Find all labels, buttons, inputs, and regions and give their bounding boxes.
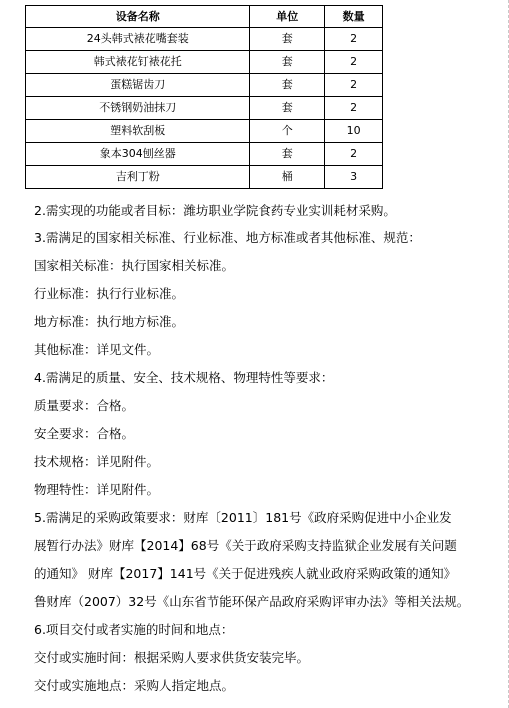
para-other-standard: 其他标准：详见文件。 xyxy=(34,342,160,357)
cell-unit: 套 xyxy=(250,97,325,120)
para-national-standard: 国家相关标准：执行国家相关标准。 xyxy=(34,258,235,273)
cell-qty: 2 xyxy=(325,74,383,97)
cell-unit: 个 xyxy=(250,120,325,143)
cell-name: 吉利丁粉 xyxy=(26,166,250,189)
para-policy-line1: 5.需满足的采购政策要求：财库〔2011〕181号《政府采购促进中小企业发 xyxy=(34,510,452,525)
header-unit: 单位 xyxy=(250,6,325,28)
para-industry-standard: 行业标准：执行行业标准。 xyxy=(34,286,185,301)
para-standards-heading: 3.需满足的国家相关标准、行业标准、地方标准或者其他标准、规范： xyxy=(34,230,421,245)
cell-qty: 3 xyxy=(325,166,383,189)
para-requirements-heading: 4.需满足的质量、安全、技术规格、物理特性等要求： xyxy=(34,370,334,385)
para-local-standard: 地方标准：执行地方标准。 xyxy=(34,314,185,329)
cell-name: 塑料软刮板 xyxy=(26,120,250,143)
para-delivery-heading: 6.项目交付或者实施的时间和地点： xyxy=(34,622,234,637)
cell-name: 韩式裱花钉裱花托 xyxy=(26,51,250,74)
para-policy-line2: 展暂行办法》财库【2014】68号《关于政府采购支持监狱企业发展有关问题 xyxy=(34,538,457,553)
para-physical-properties: 物理特性：详见附件。 xyxy=(34,482,160,497)
para-policy-line4: 鲁财库（2007）32号《山东省节能环保产品政府采购评审办法》等相关法规。 xyxy=(34,594,470,609)
para-delivery-location: 交付或实施地点：采购人指定地点。 xyxy=(34,678,235,693)
cell-qty: 2 xyxy=(325,143,383,166)
cell-name: 象本304刨丝器 xyxy=(26,143,250,166)
cell-unit: 套 xyxy=(250,74,325,97)
table-row xyxy=(26,51,383,74)
table-row xyxy=(26,28,383,51)
table-header-row xyxy=(26,6,383,28)
para-technical-spec: 技术规格：详见附件。 xyxy=(34,454,160,469)
table-row xyxy=(26,74,383,97)
para-policy-line3: 的通知》 财库【2017】141号《关于促进残疾人就业政府采购政策的通知》 xyxy=(34,566,457,581)
cell-unit: 套 xyxy=(250,143,325,166)
cell-name: 不锈钢奶油抹刀 xyxy=(26,97,250,120)
table-row xyxy=(26,143,383,166)
cell-unit: 桶 xyxy=(250,166,325,189)
table-row xyxy=(26,97,383,120)
cell-unit: 套 xyxy=(250,28,325,51)
equipment-table xyxy=(25,5,383,189)
header-quantity: 数量 xyxy=(325,6,383,28)
table-row xyxy=(26,120,383,143)
cell-qty: 2 xyxy=(325,97,383,120)
para-delivery-time: 交付或实施时间：根据采购人要求供货安装完毕。 xyxy=(34,650,310,665)
cell-qty: 2 xyxy=(325,51,383,74)
para-quality: 质量要求：合格。 xyxy=(34,398,135,413)
header-equipment-name: 设备名称 xyxy=(26,6,250,28)
cell-unit: 套 xyxy=(250,51,325,74)
cell-qty: 2 xyxy=(325,28,383,51)
cell-name: 蛋糕锯齿刀 xyxy=(26,74,250,97)
table-row xyxy=(26,166,383,189)
cell-qty: 10 xyxy=(325,120,383,143)
para-function-goal: 2.需实现的功能或者目标：潍坊职业学院食药专业实训耗材采购。 xyxy=(34,203,396,218)
para-safety: 安全要求：合格。 xyxy=(34,426,135,441)
cell-name: 24头韩式裱花嘴套装 xyxy=(26,28,250,51)
